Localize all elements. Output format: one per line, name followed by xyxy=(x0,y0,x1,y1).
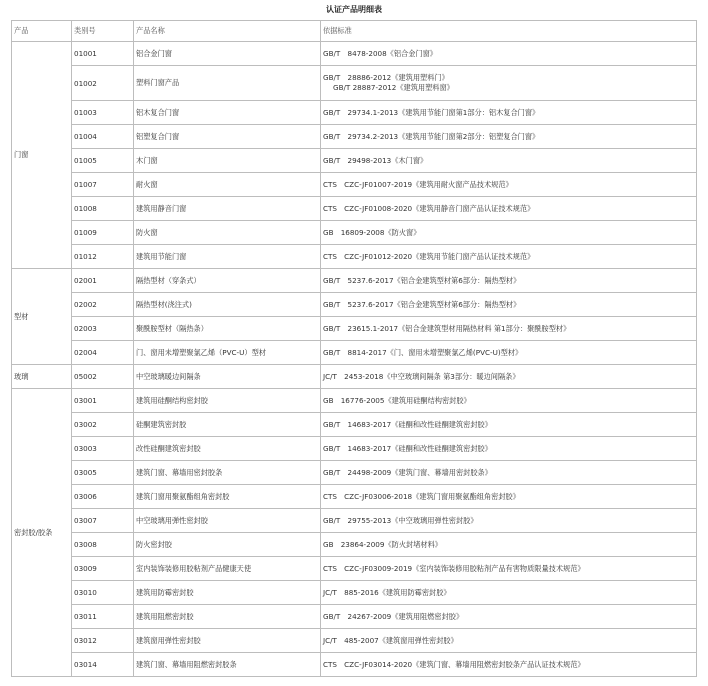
product-name-cell: 室内装饰装修用胶粘剂产品健康天使 xyxy=(134,557,321,581)
standard-line: JC/T 485-2007《建筑窗用弹性密封胶》 xyxy=(323,635,458,645)
product-name-cell: 建筑门窗、幕墙用密封胶条 xyxy=(134,461,321,485)
header-product: 产品 xyxy=(12,21,72,42)
standard-line: GB/T 5237.6-2017《铝合金建筑型材第6部分：隔热型材》 xyxy=(323,275,521,285)
standard-cell xyxy=(321,461,697,485)
standard-cell xyxy=(321,653,697,677)
standard-line: GB/T 24267-2009《建筑用阻燃密封胶》 xyxy=(323,611,464,621)
standard-line: CTS CZC-JF03009-2019《室内装饰装修用胶粘剂产品有害物质限量技术规范》 xyxy=(323,563,585,573)
category-code-cell: 03011 xyxy=(72,605,134,629)
standard-cell xyxy=(321,66,697,101)
header-row xyxy=(12,21,697,42)
product-name-cell: 建筑窗用弹性密封胶 xyxy=(134,629,321,653)
table-row xyxy=(12,461,697,485)
standard-cell xyxy=(321,149,697,173)
header-category-code: 类别号 xyxy=(72,21,134,42)
category-code-cell: 01004 xyxy=(72,125,134,149)
standard-cell xyxy=(321,293,697,317)
table-row xyxy=(12,605,697,629)
standard-line: GB/T 29755-2013《中空玻璃用弹性密封胶》 xyxy=(323,515,478,525)
table-row xyxy=(12,173,697,197)
standard-line: GB/T 28887-2012《建筑用塑料窗》 xyxy=(333,83,454,92)
product-name-cell: 防火密封胶 xyxy=(134,533,321,557)
standard-cell xyxy=(321,629,697,653)
category-code-cell: 03014 xyxy=(72,653,134,677)
product-name-cell: 建筑用节能门窗 xyxy=(134,245,321,269)
standard-line: GB/T 23615.1-2017《铝合金建筑型材用隔热材料 第1部分：聚酰胺型材》 xyxy=(323,323,571,333)
product-name-cell: 建筑用硅酮结构密封胶 xyxy=(134,389,321,413)
standard-line: GB/T 29734.1-2013《建筑用节能门窗第1部分：铝木复合门窗》 xyxy=(323,107,540,117)
product-name-cell: 隔热型材（穿条式） xyxy=(134,269,321,293)
product-name-cell: 中空玻璃用弹性密封胶 xyxy=(134,509,321,533)
category-code-cell: 01009 xyxy=(72,221,134,245)
product-name-cell: 耐火窗 xyxy=(134,173,321,197)
standard-line: GB 16809-2008《防火窗》 xyxy=(323,227,421,237)
standard-line: GB 23864-2009《防火封堵材料》 xyxy=(323,539,442,549)
category-code-cell: 01001 xyxy=(72,42,134,66)
table-row xyxy=(12,437,697,461)
table-row xyxy=(12,581,697,605)
category-code-cell: 01008 xyxy=(72,197,134,221)
standard-cell xyxy=(321,197,697,221)
product-name-cell: 建筑用阻燃密封胶 xyxy=(134,605,321,629)
product-name-cell: 建筑用静音门窗 xyxy=(134,197,321,221)
header-product-name: 产品名称 xyxy=(134,21,321,42)
standard-line: GB/T 29498-2013《木门窗》 xyxy=(323,155,428,165)
standard-line: GB/T 24498-2009《建筑门窗、幕墙用密封胶条》 xyxy=(323,467,492,477)
product-name-cell: 中空玻璃暖边间隔条 xyxy=(134,365,321,389)
table-body xyxy=(12,42,697,677)
product-name-cell: 塑料门窗产品 xyxy=(134,66,321,101)
standard-cell xyxy=(321,557,697,581)
category-code-cell: 02003 xyxy=(72,317,134,341)
table-row xyxy=(12,42,697,66)
table-row xyxy=(12,66,697,101)
standard-cell xyxy=(321,245,697,269)
product-category-cell: 型材 xyxy=(12,269,72,365)
product-name-cell: 防火窗 xyxy=(134,221,321,245)
standard-line: GB/T 8478-2008《铝合金门窗》 xyxy=(323,48,437,58)
standard-line: GB/T 14683-2017《硅酮和改性硅酮建筑密封胶》 xyxy=(323,443,492,453)
table-row xyxy=(12,389,697,413)
table-row xyxy=(12,125,697,149)
standard-line: JC/T 885-2016《建筑用防霉密封胶》 xyxy=(323,587,451,597)
product-category-cell: 密封胶/胶条 xyxy=(12,389,72,677)
category-code-cell: 01007 xyxy=(72,173,134,197)
standard-cell xyxy=(321,605,697,629)
standard-cell xyxy=(321,365,697,389)
standard-line: GB/T 14683-2017《硅酮和改性硅酮建筑密封胶》 xyxy=(323,419,492,429)
category-code-cell: 02001 xyxy=(72,269,134,293)
category-code-cell: 02004 xyxy=(72,341,134,365)
standard-cell xyxy=(321,581,697,605)
standard-cell xyxy=(321,42,697,66)
table-row xyxy=(12,629,697,653)
category-code-cell: 03002 xyxy=(72,413,134,437)
header-standard: 依据标准 xyxy=(321,21,697,42)
category-code-cell: 03009 xyxy=(72,557,134,581)
table-row xyxy=(12,509,697,533)
standard-line: GB/T 28886-2012《建筑用塑料门》 xyxy=(323,73,449,82)
category-code-cell: 03010 xyxy=(72,581,134,605)
table-row xyxy=(12,197,697,221)
table-row xyxy=(12,317,697,341)
standard-line: CTS CZC-JF01012-2020《建筑用节能门窗产品认证技术规范》 xyxy=(323,251,535,261)
table-row xyxy=(12,245,697,269)
product-name-cell: 门、窗用未增塑聚氯乙烯（PVC-U）型材 xyxy=(134,341,321,365)
product-name-cell: 聚酰胺型材（隔热条） xyxy=(134,317,321,341)
table-row xyxy=(12,533,697,557)
product-name-cell: 硅酮建筑密封胶 xyxy=(134,413,321,437)
standard-cell xyxy=(321,269,697,293)
product-name-cell: 建筑门窗、幕墙用阻燃密封胶条 xyxy=(134,653,321,677)
category-code-cell: 03008 xyxy=(72,533,134,557)
category-code-cell: 01005 xyxy=(72,149,134,173)
standard-cell xyxy=(321,533,697,557)
table-row xyxy=(12,413,697,437)
table-row xyxy=(12,269,697,293)
category-code-cell: 03001 xyxy=(72,389,134,413)
category-code-cell: 03005 xyxy=(72,461,134,485)
product-name-cell: 改性硅酮建筑密封胶 xyxy=(134,437,321,461)
product-name-cell: 隔热型材(浇注式) xyxy=(134,293,321,317)
category-code-cell: 03007 xyxy=(72,509,134,533)
table-row xyxy=(12,653,697,677)
standard-line: CTS CZC-JF01007-2019《建筑用耐火窗产品技术规范》 xyxy=(323,179,513,189)
category-code-cell: 03003 xyxy=(72,437,134,461)
standard-cell xyxy=(321,437,697,461)
category-code-cell: 02002 xyxy=(72,293,134,317)
category-code-cell: 05002 xyxy=(72,365,134,389)
table-title: 认证产品明细表 xyxy=(326,5,382,14)
table-row xyxy=(12,149,697,173)
standard-line: GB/T 8814-2017《门、窗用未增塑聚氯乙烯(PVC-U)型材》 xyxy=(323,347,523,357)
product-catalog-table xyxy=(11,20,697,677)
table-row xyxy=(12,557,697,581)
table-row xyxy=(12,101,697,125)
standard-cell xyxy=(321,509,697,533)
product-name-cell: 木门窗 xyxy=(134,149,321,173)
standard-line: JC/T 2453-2018《中空玻璃间隔条 第3部分：暖边间隔条》 xyxy=(323,371,520,381)
product-name-cell: 铝木复合门窗 xyxy=(134,101,321,125)
category-code-cell: 01003 xyxy=(72,101,134,125)
table-row xyxy=(12,341,697,365)
product-category-cell: 玻璃 xyxy=(12,365,72,389)
category-code-cell: 03012 xyxy=(72,629,134,653)
standard-line: CTS CZC-JF01008-2020《建筑用静音门窗产品认证技术规范》 xyxy=(323,203,535,213)
standard-line: CTS CZC-JF03014-2020《建筑门窗、幕墙用阻燃密封胶条产品认证技术规范》 xyxy=(323,659,585,669)
standard-cell xyxy=(321,173,697,197)
table-row xyxy=(12,365,697,389)
standard-cell xyxy=(321,413,697,437)
standard-cell xyxy=(321,221,697,245)
table-row xyxy=(12,293,697,317)
standard-cell xyxy=(321,317,697,341)
standard-line: GB/T 5237.6-2017《铝合金建筑型材第6部分：隔热型材》 xyxy=(323,299,521,309)
category-code-cell: 01012 xyxy=(72,245,134,269)
standard-cell xyxy=(321,125,697,149)
product-name-cell: 建筑门窗用聚氨酯组角密封胶 xyxy=(134,485,321,509)
standard-line: GB 16776-2005《建筑用硅酮结构密封胶》 xyxy=(323,395,471,405)
table-row xyxy=(12,221,697,245)
table-row xyxy=(12,485,697,509)
product-name-cell: 建筑用防霉密封胶 xyxy=(134,581,321,605)
standard-line: CTS CZC-JF03006-2018《建筑门窗用聚氨酯组角密封胶》 xyxy=(323,491,520,501)
standard-cell xyxy=(321,389,697,413)
standard-cell xyxy=(321,101,697,125)
product-name-cell: 铝塑复合门窗 xyxy=(134,125,321,149)
category-code-cell: 01002 xyxy=(72,66,134,101)
product-name-cell: 铝合金门窗 xyxy=(134,42,321,66)
standard-cell xyxy=(321,485,697,509)
standard-line: GB/T 29734.2-2013《建筑用节能门窗第2部分：铝塑复合门窗》 xyxy=(323,131,540,141)
category-code-cell: 03006 xyxy=(72,485,134,509)
product-category-cell: 门窗 xyxy=(12,42,72,269)
standard-cell xyxy=(321,341,697,365)
